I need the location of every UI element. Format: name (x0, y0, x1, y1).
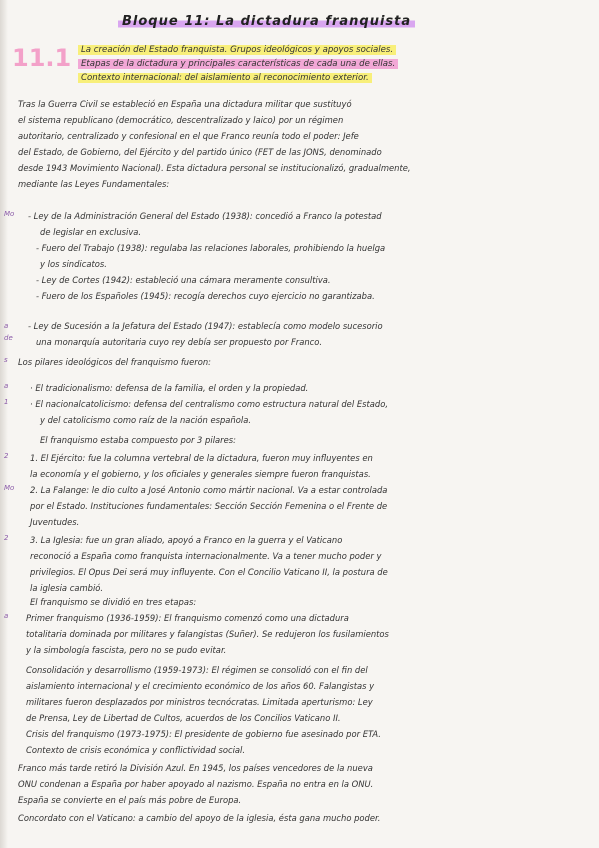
page-title: Bloque 11: La dictadura franquista (118, 14, 415, 29)
note-line: el sistema republicano (democrático, descentralizado y laico) por un régimen (18, 115, 344, 125)
subtitle-line-3: Contexto internacional: del aislamiento al reconocimiento exterior. (78, 72, 372, 84)
note-line: 1. El Ejército: fue la columna vertebral de la dictadura, fueron muy influyentes en (30, 453, 373, 463)
note-line: Contexto de crisis económica y conflictividad social. (26, 745, 246, 755)
note-line: militares fueron desplazados por ministros tecnócratas. Limitada aperturismo: Ley (26, 697, 373, 707)
note-line: y del catolicismo como raíz de la nación española. (40, 415, 251, 425)
note-line: reconoció a España como franquista internacionalmente. Va a tener mucho poder y (30, 551, 382, 561)
margin-note: a (4, 382, 9, 390)
page-edge-shadow (0, 0, 8, 848)
note-line: de legislar en exclusiva. (40, 227, 142, 237)
note-line: El franquismo estaba compuesto por 3 pilares: (40, 435, 236, 445)
note-line: privilegios. El Opus Dei será muy influyente. Con el Concilio Vaticano II, la postura de (30, 567, 388, 577)
note-line: Los pilares ideológicos del franquismo fueron: (18, 357, 211, 367)
margin-note: 1 (4, 398, 9, 406)
margin-note: 2 (4, 534, 9, 542)
note-line: 2. La Falange: le dio culto a José Antonio como mártir nacional. Va a estar controlada (30, 485, 388, 495)
note-line: - Fuero de los Españoles (1945): recogía derechos cuyo ejercicio no garantizaba. (36, 291, 375, 301)
note-line: del Estado, de Gobierno, del Ejército y del partido único (FET de las JONS, denominado (18, 147, 382, 157)
margin-note: a (4, 612, 9, 620)
note-line: España se convierte en el país más pobre de Europa. (18, 795, 242, 805)
margin-note: s (4, 356, 8, 364)
note-line: Primer franquismo (1936-1959): El franquismo comenzó como una dictadura (26, 613, 349, 623)
note-line: Juventudes. (30, 517, 80, 527)
note-line: Crisis del franquismo (1973-1975): El presidente de gobierno fue asesinado por ETA. (26, 729, 381, 739)
note-line: totalitaria dominada por militares y falangistas (Suñer). Se redujeron los fusilamientos (26, 629, 389, 639)
margin-note: Mo (4, 484, 15, 492)
margin-note: a (4, 322, 9, 330)
note-line: - Ley de Sucesión a la Jefatura del Estado (1947): establecía como modelo sucesorio (28, 321, 383, 331)
note-line: aislamiento internacional y el crecimiento económico de los años 60. Falangistas y (26, 681, 375, 691)
subtitle-line-1: La creación del Estado franquista. Grupos ideológicos y apoyos sociales. (78, 44, 396, 56)
note-line: ONU condenan a España por haber apoyado al nazismo. España no entra en la ONU. (18, 779, 374, 789)
note-line: y la simbología fascista, pero no se pudo evitar. (26, 645, 227, 655)
margin-note: 2 (4, 452, 9, 460)
note-line: · El tradicionalismo: defensa de la familia, el orden y la propiedad. (30, 383, 309, 393)
margin-note: Mo (4, 210, 15, 218)
note-line: - Ley de la Administración General del Estado (1938): concedió a Franco la potestad (28, 211, 382, 221)
note-line: autoritario, centralizado y confesional en el que Franco reunía todo el poder: Jefe (18, 131, 359, 141)
note-line: de Prensa, Ley de Libertad de Cultos, acuerdos de los Concilios Vaticano II. (26, 713, 341, 723)
note-line: la iglesia cambió. (30, 583, 104, 593)
note-line: · El nacionalcatolicismo: defensa del centralismo como estructura natural del Estado, (30, 399, 388, 409)
subtitle-line-2: Etapas de la dictadura y principales características de cada una de ellas. (78, 58, 398, 70)
note-line: Tras la Guerra Civil se estableció en España una dictadura militar que sustituyó (18, 99, 352, 109)
note-line: Concordato con el Vaticano: a cambio del apoyo de la iglesia, ésta gana mucho poder. (18, 813, 381, 823)
note-line: por el Estado. Instituciones fundamentales: Sección Sección Femenina o el Frente de (30, 501, 388, 511)
note-line: Consolidación y desarrollismo (1959-1973): El régimen se consolidó con el fin del (26, 665, 368, 675)
note-line: la economía y el gobierno, y los oficiales y generales siempre fueron franquistas. (30, 469, 371, 479)
note-line: y los sindicatos. (40, 259, 107, 269)
margin-note: de (4, 334, 13, 342)
section-number: 11.1 (12, 44, 72, 72)
note-line: desde 1943 Movimiento Nacional). Esta dictadura personal se institucionalizó, gradualmente, (18, 163, 411, 173)
note-line: - Fuero del Trabajo (1938): regulaba las relaciones laborales, prohibiendo la huelga (36, 243, 386, 253)
note-line: Franco más tarde retiró la División Azul. En 1945, los países vencedores de la nueva (18, 763, 373, 773)
note-line: 3. La Iglesia: fue un gran aliado, apoyó a Franco en la guerra y el Vaticano (30, 535, 343, 545)
note-line: mediante las Leyes Fundamentales: (18, 179, 170, 189)
note-line: una monarquía autoritaria cuyo rey debía ser propuesto por Franco. (36, 337, 323, 347)
note-line: El franquismo se dividió en tres etapas: (30, 597, 197, 607)
note-line: - Ley de Cortes (1942): estableció una cámara meramente consultiva. (36, 275, 331, 285)
